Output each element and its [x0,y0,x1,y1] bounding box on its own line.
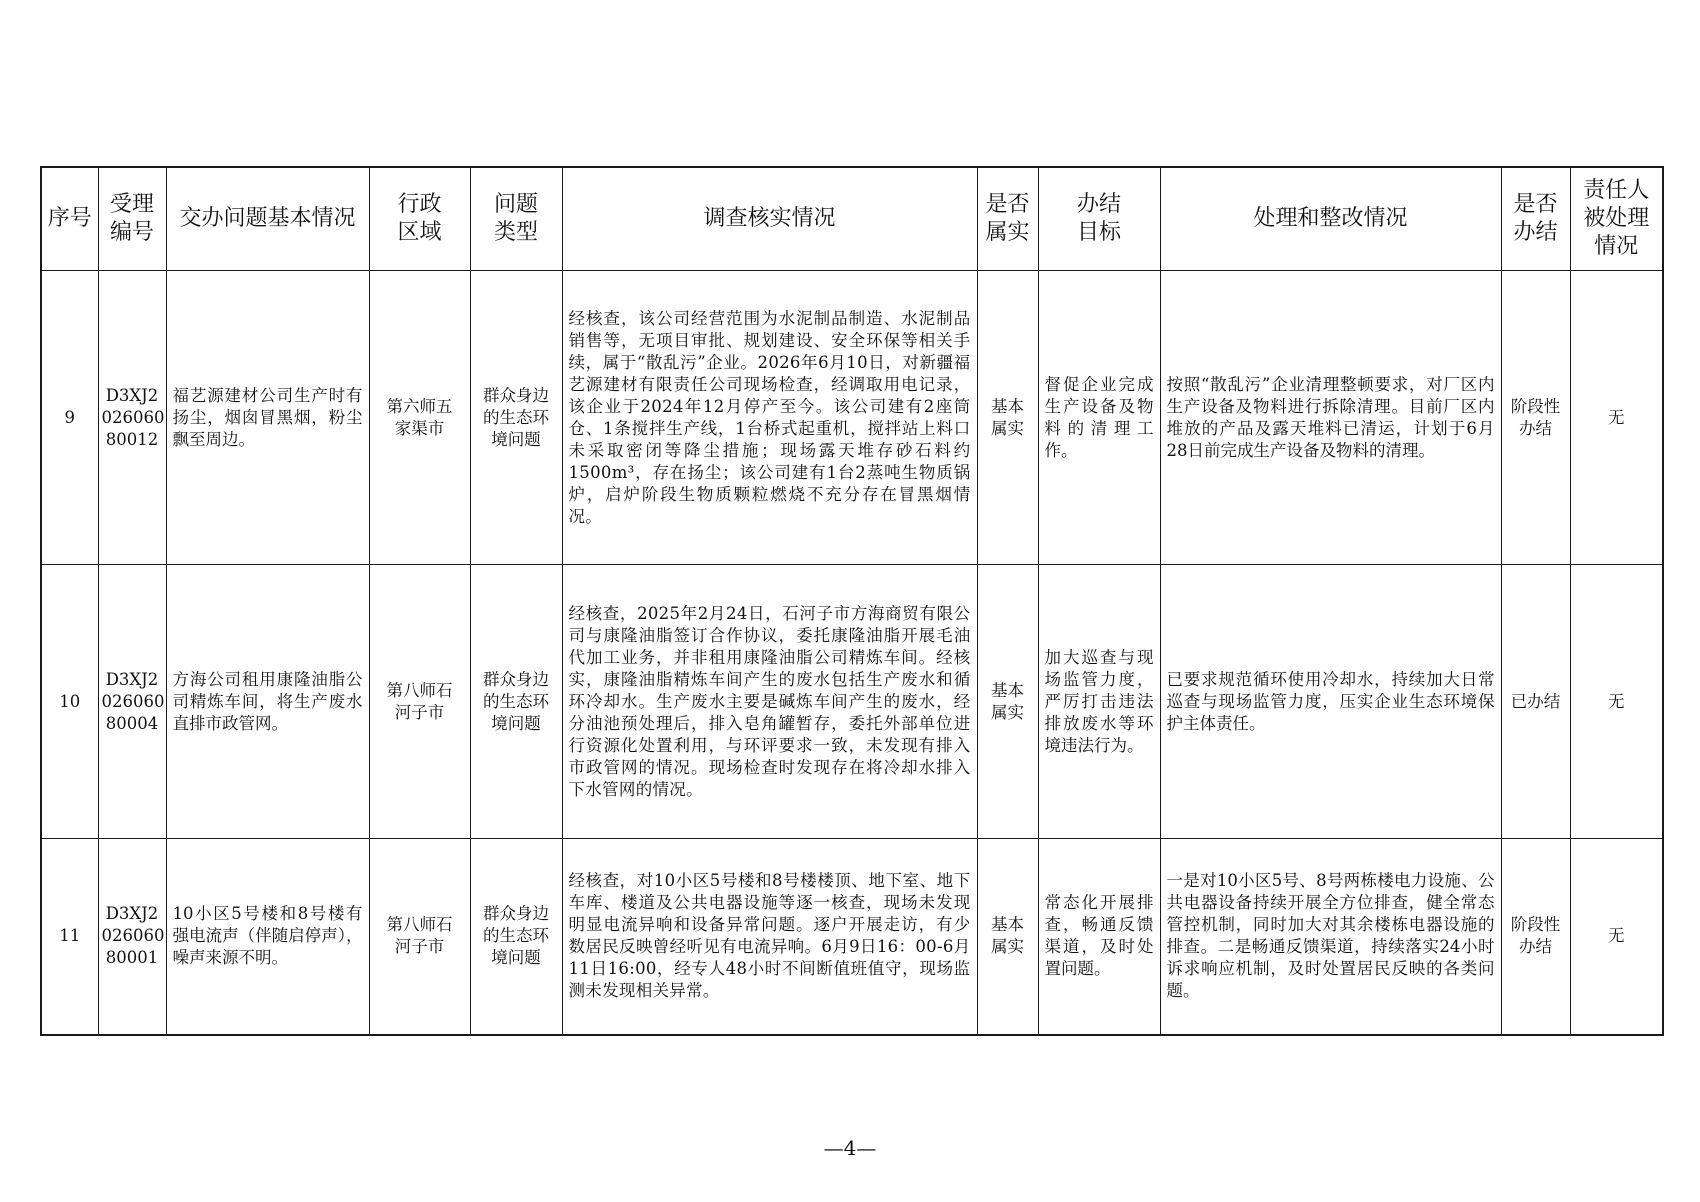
header-closed: 是否 办结 [1501,167,1570,271]
row-goal: 督促企业完成生产设备及物料的清理工作。 [1038,271,1160,565]
header-region: 行政 区域 [369,167,470,271]
row-punished: 无 [1570,271,1663,565]
row-closed: 已办结 [1501,565,1570,839]
header-handling: 处理和整改情况 [1160,167,1501,271]
row-code: D3XJ2 026060 80012 [98,271,166,565]
row-handling: 一是对10小区5号、8号两栋楼电力设施、公共电器设备持续开展全方位排查，健全常态管控机制，同时加大对其余楼栋电器设施的排查。二是畅通反馈渠道，持续落实24小时诉求响应机制，及时处置居民反映的各类问题。 [1160,839,1501,1035]
header-verified: 是否 属实 [977,167,1038,271]
row-type: 群众身边 的生态环 境问题 [470,565,562,839]
table-row [41,271,1663,565]
row-type: 群众身边 的生态环 境问题 [470,839,562,1035]
header-punished: 责任人 被处理 情况 [1570,167,1663,271]
issue-table [40,166,1664,1036]
row-type: 群众身边 的生态环 境问题 [470,271,562,565]
row-seq: 9 [41,271,98,565]
row-seq: 10 [41,565,98,839]
row-issue: 方海公司租用康隆油脂公司精炼车间，将生产废水直排市政管网。 [166,565,369,839]
row-punished: 无 [1570,839,1663,1035]
header-issue: 交办问题基本情况 [166,167,369,271]
row-code: D3XJ2 026060 80004 [98,565,166,839]
row-closed: 阶段性 办结 [1501,271,1570,565]
row-issue: 福艺源建材公司生产时有扬尘，烟囱冒黑烟，粉尘飘至周边。 [166,271,369,565]
header-goal: 办结 目标 [1038,167,1160,271]
row-region: 第八师石 河子市 [369,839,470,1035]
row-verified: 基本 属实 [977,839,1038,1035]
row-closed: 阶段性 办结 [1501,839,1570,1035]
row-goal: 加大巡查与现场监管力度，严厉打击违法排放废水等环境违法行为。 [1038,565,1160,839]
row-seq: 11 [41,839,98,1035]
table-row [41,839,1663,1035]
table-header-row [41,167,1663,271]
row-goal: 常态化开展排查，畅通反馈渠道，及时处置问题。 [1038,839,1160,1035]
row-investigation: 经核查，该公司经营范围为水泥制品制造、水泥制品销售等，无项目审批、规划建设、安全环保等相关手续，属于“散乱污”企业。2026年6月10日，对新疆福艺源建材有限责任公司现场检查，经调取用电记录，该企业于2024年12月停产至今。该公司建有2座筒仓、1条搅拌生产线，1台桥式起重机，搅拌站上料口未采取密闭等降尘措施；现场露天堆存砂石料约1500m³，存在扬尘；该公司建有1台2蒸吨生物质锅炉，启炉阶段生物质颗粒燃烧不充分存在冒黑烟情况。 [562,271,977,565]
row-region: 第八师石 河子市 [369,565,470,839]
row-handling: 按照“散乱污”企业清理整顿要求，对厂区内生产设备及物料进行拆除清理。目前厂区内堆放的产品及露天堆料已清运，计划于6月28日前完成生产设备及物料的清理。 [1160,271,1501,565]
table-row [41,565,1663,839]
row-investigation: 经核查，2025年2月24日，石河子市方海商贸有限公司与康隆油脂签订合作协议，委托康隆油脂开展毛油代加工业务，并非租用康隆油脂公司精炼车间。经核实，康隆油脂精炼车间产生的废水包括生产废水和循环冷却水。生产废水主要是碱炼车间产生的废水，经分油池预处理后，排入皂角罐暂存，委托外部单位进行资源化处置利用，与环评要求一致，未发现有排入市政管网的情况。现场检查时发现存在将冷却水排入下水管网的情况。 [562,565,977,839]
header-investigation: 调查核实情况 [562,167,977,271]
row-investigation: 经核查，对10小区5号楼和8号楼楼顶、地下室、地下车库、楼道及公共电器设施等逐一核查，现场未发现明显电流异响和设备异常问题。逐户开展走访，有少数居民反映曾经听见有电流异响。6月9日16：00-6月11日16:00，经专人48小时不间断值班值守，现场监测未发现相关异常。 [562,839,977,1035]
row-issue: 10小区5号楼和8号楼有强电流声（伴随启停声），噪声来源不明。 [166,839,369,1035]
page-number: —4— [823,1136,877,1160]
row-handling: 已要求规范循环使用冷却水，持续加大日常巡查与现场监管力度，压实企业生态环境保护主体责任。 [1160,565,1501,839]
row-punished: 无 [1570,565,1663,839]
header-seq: 序号 [41,167,98,271]
row-region: 第六师五 家渠市 [369,271,470,565]
row-verified: 基本 属实 [977,271,1038,565]
header-code: 受理 编号 [98,167,166,271]
row-code: D3XJ2 026060 80001 [98,839,166,1035]
row-verified: 基本 属实 [977,565,1038,839]
header-type: 问题 类型 [470,167,562,271]
